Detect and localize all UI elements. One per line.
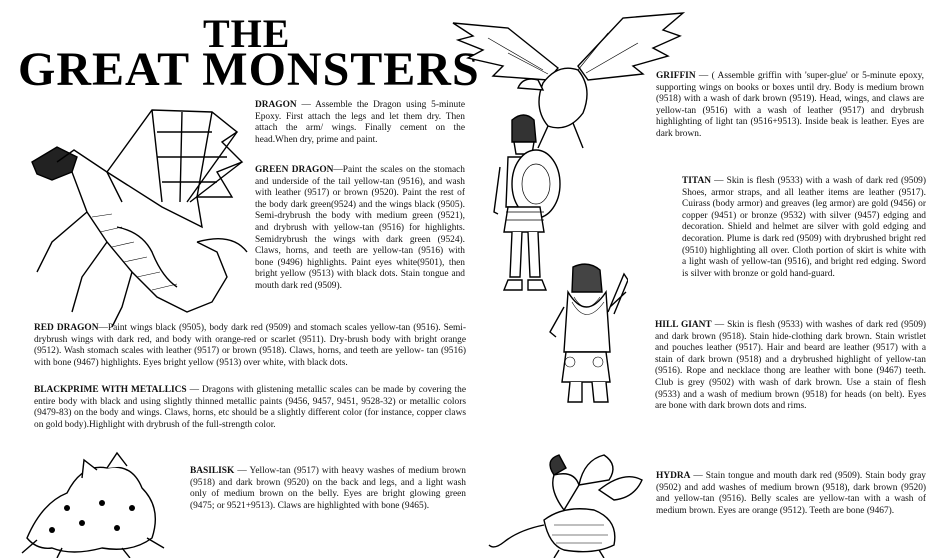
- page-title-line1: THE: [203, 11, 291, 56]
- hill-giant-text: — Skin is flesh (9533) with washes of dark red (9509) and dark brown (9518). Stain hide-clothing dark brown. Stain wristlet and pouches leather (9517). Hair and beard are leather (9517) with a stain of dark brown (9518) and a drybrushed highlight of yellow-tan (9516). Rope and necklace thong are leather with bone (9467) teeth. Club is grey (9502) with wash of dark brown. Use a stain of flesh (9533) and a wash of medium brown (9518) for heads (on belt). Eyes are bone with dark brown dots and rims.: [655, 320, 927, 412]
- hydra-text: — Stain tongue and mouth dark red (9509). Stain body gray (9502) and add washes of medium brown (9518), dark brown (9520) and yellow-tan (9516). Belly scales are yellow-tan with a wash of medium brown. Eyes are orange (9512). Teeth are bone (9467).: [656, 471, 926, 516]
- basilisk-heading: BASILISK: [190, 466, 235, 476]
- green-dragon-section: [255, 165, 465, 293]
- titan-text: — Skin is flesh (9533) with a wash of dark red (9509) Shoes, armor straps, and all leather items are leather (9517). Cuirass (body armor) and greaves (leg armor) are gold (9456) or copper (9451) or bronze (9532) with silver (9457) edging and decoration. Shield and helmet are silver with gold edging and decoration. Plume is dark red (9509) with drybrushed bright red (9510) highlighting all over. Cloth portion of skirt is white with a light wash of yellow-tan (9516), and bright red edging. Sword is silver with bronze or gold hand-guard.: [682, 176, 926, 279]
- griffin-illustration: [448, 8, 688, 158]
- red-dragon-text: —Paint wings black (9505), body dark red (9509) and stomach scales yellow-tan (9516). Semi-drybrush wings with dark red, and body with orange-red or scarlet (9511). Dry-brush body with bright orange (9512). Wash stomach scales with leather (9517) or brown (9518). Claws, horns, and teeth are yellow- tan (9516) with bone (9467) highlights. Eyes bright yellow (9513) over white, with black dots.: [34, 323, 466, 368]
- green-dragon-heading: GREEN DRAGON: [255, 165, 334, 175]
- page-title-line2: GREAT MONSTERS: [18, 43, 480, 96]
- griffin-section: [656, 71, 924, 141]
- titan-heading: TITAN: [682, 176, 711, 186]
- blackprime-heading: BLACKPRIME WITH METALLICS: [34, 385, 187, 395]
- hydra-section: [656, 471, 926, 517]
- blackprime-text: — Dragons with glistening metallic scales can be made by covering the entire body with black and using slightly thinned metallic paints (9456, 9457, 9451, 9528-32) or metallic colors (9479-83) on the body and wings. Claws, horns, etc should be a slightly different color (for instance, copper claws on gold body).Highlight with drybrush of the full-strength color.: [34, 385, 466, 430]
- griffin-text: — ( Assemble griffin with 'super-glue' or 5-minute epoxy, supporting wings on books or boxes until dry. Body is medium brown (9518) with a wash of dark brown (9519). Head, wings, and claws are yellow-tan (9516) with a wash of leather (9517) and drybrush highlighting of light tan (9516+9513). Inside beak is leather. Eyes are dark brown.: [656, 71, 924, 139]
- green-dragon-text: —Paint the scales on the stomach and underside of the tail yellow-tan (9516), and wash with leather (9517) or brown (9520). Paint the rest of the body dark green(9524) and the wings black (9505). Semi-drybrush the body with medium green (9521), and drybrush with yellow-tan (9516) for highlights. Semidrybrush the wings with dark green (9524). Claws, horns, and teeth are yellow-tan (9516) with bone (9496) highlights. Paint eyes white(9501), then bright yellow (9513) with black dots. Stain tongue and mouth dark red (9509).: [255, 165, 465, 291]
- griffin-heading: GRIFFIN: [656, 71, 696, 81]
- red-dragon-heading: RED DRAGON: [34, 323, 99, 333]
- hill-giant-section: [655, 320, 926, 413]
- basilisk-text: — Yellow-tan (9517) with heavy washes of medium brown (9518) and dark brown (9520) on the back and legs, and a light wash only of medium brown on the belly. Eyes are bright glowing green (9475; or 9521+9513). Claws are highlighted with bone (9465).: [190, 466, 466, 511]
- hydra-illustration: [484, 450, 654, 558]
- blackprime-section: [34, 385, 466, 431]
- basilisk-illustration: [12, 448, 172, 558]
- titan-section: [682, 176, 926, 280]
- dragon-text: — Assemble the Dragon using 5-minute Epoxy. First attach the legs and let them dry. Then attach the arm/ wings. Finally cement on the head.When dry, prime and paint.: [255, 100, 465, 145]
- basilisk-section: [190, 466, 466, 512]
- dragon-heading: DRAGON: [255, 100, 297, 110]
- red-dragon-section: [34, 323, 466, 369]
- dragon-section: [255, 100, 465, 146]
- hill-giant-illustration: [548, 262, 628, 412]
- dragon-illustration: [12, 102, 256, 332]
- hill-giant-heading: HILL GIANT: [655, 320, 712, 330]
- hydra-heading: HYDRA: [656, 471, 691, 481]
